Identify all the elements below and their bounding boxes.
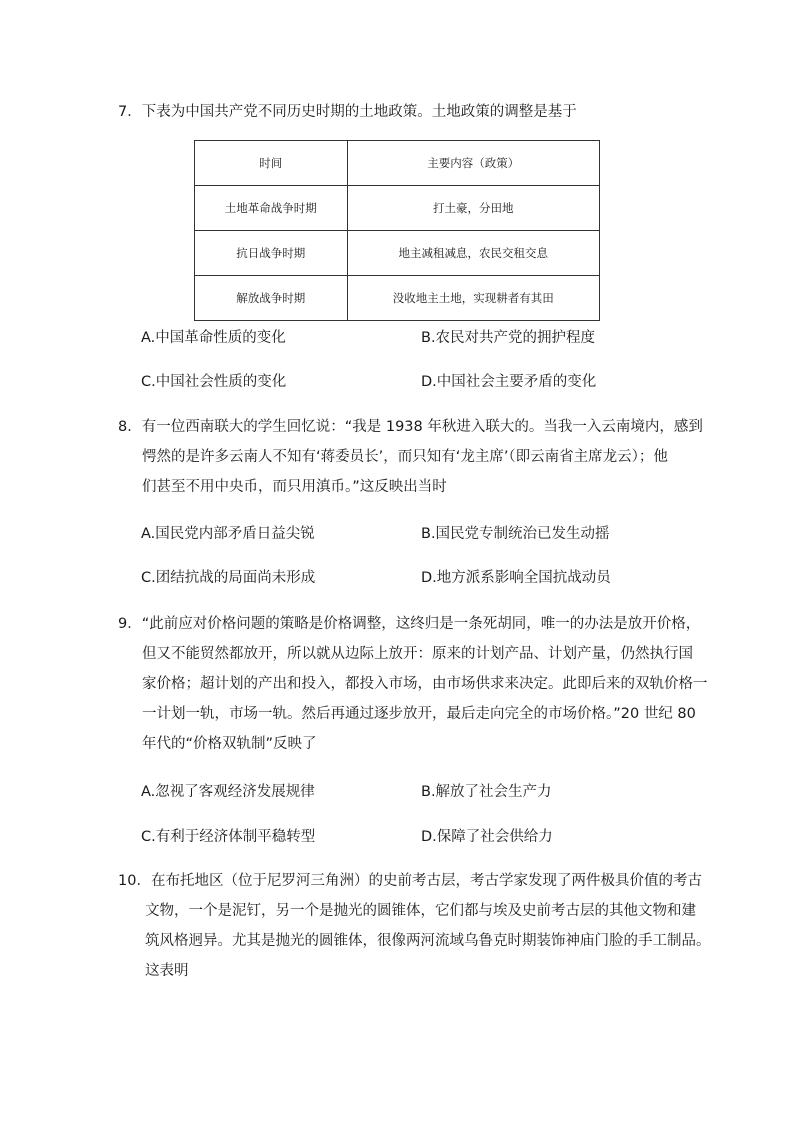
option-c[interactable]: C.团结抗战的局面尚未形成 [141, 570, 316, 586]
question-7-options-row-2 [141, 367, 681, 397]
option-d[interactable]: D.地方派系影响全国抗战动员 [421, 570, 611, 586]
question-10 [118, 866, 711, 986]
option-d[interactable]: D.中国社会主要矛盾的变化 [421, 374, 597, 390]
table-cell-content: 打土豪，分田地 [347, 186, 599, 231]
table-cell-period: 土地革命战争时期 [195, 186, 348, 231]
table-cell-content: 没收地主土地，实现耕者有其田 [347, 276, 599, 321]
option-a[interactable]: A.中国革命性质的变化 [141, 330, 286, 346]
question-10-line: 文物，一个是泥钉，另一个是抛光的圆锥体，它们都与埃及史前考古层的其他文物和建 [145, 903, 696, 919]
question-9-options-row-2 [141, 822, 681, 852]
table-row [195, 276, 600, 321]
option-a[interactable]: A.忽视了客观经济发展规律 [141, 784, 315, 800]
option-c[interactable]: C.有利于经济体制平稳转型 [141, 829, 316, 845]
land-policy-table [194, 140, 600, 321]
question-10-line: 这表明 [145, 963, 189, 979]
question-9-line: 但又不能贸然都放开，所以就从边际上放开：原来的计划产品、计划产量，仍然执行国 [142, 646, 693, 662]
table-cell-period: 解放战争时期 [195, 276, 348, 321]
question-9-line: 一计划一轨，市场一轨。然后再通过逐步放开，最后走向完全的市场价格。”20 世纪 80 [142, 706, 696, 722]
question-9-line: 家价格；超计划的产出和投入，都投入市场，由市场供求来决定。此即后来的双轨价格一 [142, 676, 708, 692]
table-cell-period: 抗日战争时期 [195, 231, 348, 276]
question-8 [118, 412, 703, 502]
question-7-options-row-1 [141, 323, 681, 353]
question-8-options-row-1 [141, 519, 681, 549]
table-header-row [195, 141, 600, 186]
table-row [195, 186, 600, 231]
question-9-line: 年代的“价格双轨制”反映了 [142, 736, 317, 752]
option-c[interactable]: C.中国社会性质的变化 [141, 374, 287, 390]
question-8-line: 8．有一位西南联大的学生回忆说：“我是 1938 年秋进入联大的。当我一入云南境内，感到 [118, 419, 703, 435]
question-9 [118, 609, 708, 759]
question-7-stem: 7．下表为中国共产党不同历史时期的土地政策。土地政策的调整是基于 [118, 104, 577, 120]
option-a[interactable]: A.国民党内部矛盾日益尖锐 [141, 526, 315, 542]
table-cell-content: 地主减租减息，农民交租交息 [347, 231, 599, 276]
question-9-options-row-1 [141, 777, 681, 807]
option-b[interactable]: B.农民对共产党的拥护程度 [421, 330, 596, 346]
table-header-period: 时间 [195, 141, 348, 186]
option-b[interactable]: B.解放了社会生产力 [421, 784, 552, 800]
option-d[interactable]: D.保障了社会供给力 [421, 829, 553, 845]
question-10-line: 10．在布托地区（位于尼罗河三角洲）的史前考古层，考古学家发现了两件极具价值的考古 [118, 873, 702, 889]
question-8-line: 愕然的是许多云南人不知有‘蒋委员长’，而只知有‘龙主席’（即云南省主席龙云）；他 [142, 449, 668, 465]
question-8-options-row-2 [141, 563, 681, 593]
option-b[interactable]: B.国民党专制统治已发生动摇 [421, 526, 610, 542]
table-header-content: 主要内容（政策） [347, 141, 599, 186]
question-10-line: 筑风格迥异。尤其是抛光的圆锥体，很像两河流域乌鲁克时期装饰神庙门脸的手工制品。 [145, 933, 711, 949]
question-9-line: 9．“此前应对价格问题的策略是价格调整，这终归是一条死胡同，唯一的办法是放开价格， [118, 616, 701, 632]
question-8-line: 们甚至不用中央币，而只用滇币。”这反映出当时 [142, 479, 447, 495]
table-row [195, 231, 600, 276]
question-7 [118, 97, 678, 127]
